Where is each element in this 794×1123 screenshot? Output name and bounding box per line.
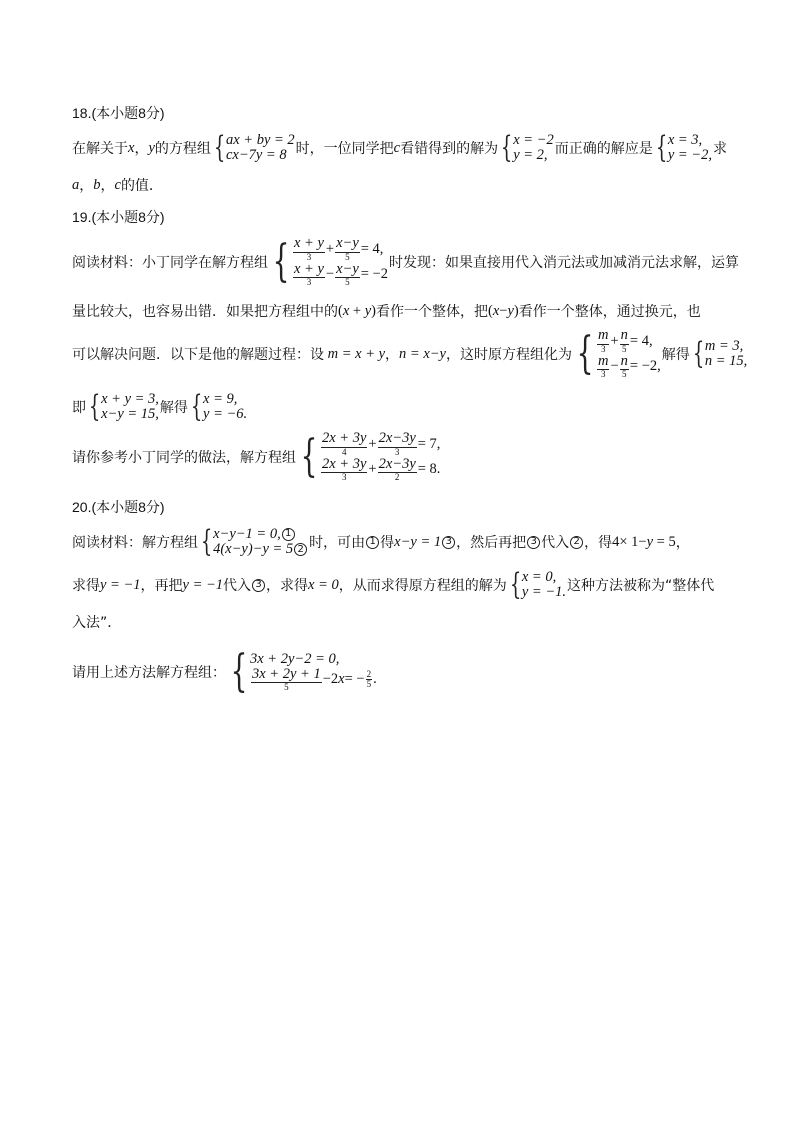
question-18-line-1: 在解关于 x ， y 的方程组 { ax + by = 2 cx−7y = 8 时，一位同学把 c 看错得到的解为 { x = −2 y = 2, 而正确的解应是 { x = 3, y = −2, 求 bbox=[72, 130, 727, 165]
question-20-line-3: 入法”． bbox=[72, 615, 122, 631]
task-system-20: { 3x + 2y−2 = 0, $\frac{3x + 2y + 1}{5}$ −2 x = − $\frac{2}{5}$ . bbox=[230, 646, 377, 697]
correct-solution: { x = 3, y = −2, bbox=[655, 130, 712, 165]
question-19-line-1: 阅读材料：小丁同学在解方程组 { $\frac{x + y}{3}$ + $\frac{x-y}{5}$ = 4, $\frac{x + y}{3}$ − $\frac{x-y}{5}$ = −2 时发现：如果直接用代入消元法或加减消元法求解，运算 bbox=[72, 235, 739, 288]
equation-system: { ax + by = 2 cx−7y = 8 bbox=[213, 130, 295, 165]
task-system: { $\frac{2x + 3y}{4}$ + $\frac{2x-3y}{3}$ = 7, $\frac{2x + 3y}{3}$ + $\frac{2x-3y}{2}$ = 8. bbox=[300, 430, 441, 483]
question-19-header: 19.(本小题8分) bbox=[72, 209, 165, 225]
question-19-line-2: 量比较大，也容易出错．如果把方程组中的 (x + y) 看作一个整体，把 (x−y) 看作一个整体，通过换元，也 bbox=[72, 302, 701, 320]
question-18-line-2: a ， b ， c 的值． bbox=[72, 176, 163, 194]
wrong-solution: { x = −2 y = 2, bbox=[500, 130, 554, 165]
mn-solution: { m = 3, n = 15, bbox=[692, 336, 748, 371]
question-20-line-2: 求得 y = −1 ，再把 y = −1 代入 3 ，求得 x = 0 ，从而求得原方程组的解为 { x = 0, y = −1. 这种方法被称为“整体代 bbox=[72, 567, 715, 602]
question-18-header: 18.(本小题8分) bbox=[72, 105, 165, 121]
equation-system-fractions: { $\frac{x + y}{3}$ + $\frac{x-y}{5}$ = 4, $\frac{x + y}{3}$ − $\frac{x-y}{5}$ = −2 bbox=[272, 235, 388, 288]
question-20-line-4: 请用上述方法解方程组： { 3x + 2y−2 = 0, $\frac{3x + 2y + 1}{5}$ −2 x = − $\frac{2}{5}$ . bbox=[72, 646, 377, 697]
substituted-system: { $\frac{m}{3}$ + $\frac{n}{5}$ = 4, $\frac{m}{3}$ − $\frac{n}{5}$ = −2, bbox=[576, 327, 661, 380]
question-19-line-3: 可以解决问题．以下是他的解题过程：设 m = x + y ， n = x−y ，这时原方程组化为 { $\frac{m}{3}$ + $\frac{n}{5}$ = 4, $\frac{m}{3}$ − $\frac{n}{5}$ = −2, 解得 { m = 3, n = 15, bbox=[72, 327, 748, 380]
question-20-header: 20.(本小题8分) bbox=[72, 499, 165, 515]
question-19-line-4: 即 { x + y = 3, x−y = 15, 解得 { x = 9, y = −6. bbox=[72, 389, 248, 424]
question-19-line-5: 请你参考小丁同学的做法，解方程组 { $\frac{2x + 3y}{4}$ + $\frac{2x-3y}{3}$ = 7, $\frac{2x + 3y}{3}$ + $\frac{2x-3y}{2}$ = 8. bbox=[72, 430, 441, 483]
question-20-line-1: 阅读材料：解方程组 { x−y−1 = 0, 1 4(x−y)−y = 5 2 时，可由 1 得 x−y = 1 3 ，然后再把 3 代入 2 ，得 4× 1−y = 5 ， bbox=[72, 524, 690, 559]
